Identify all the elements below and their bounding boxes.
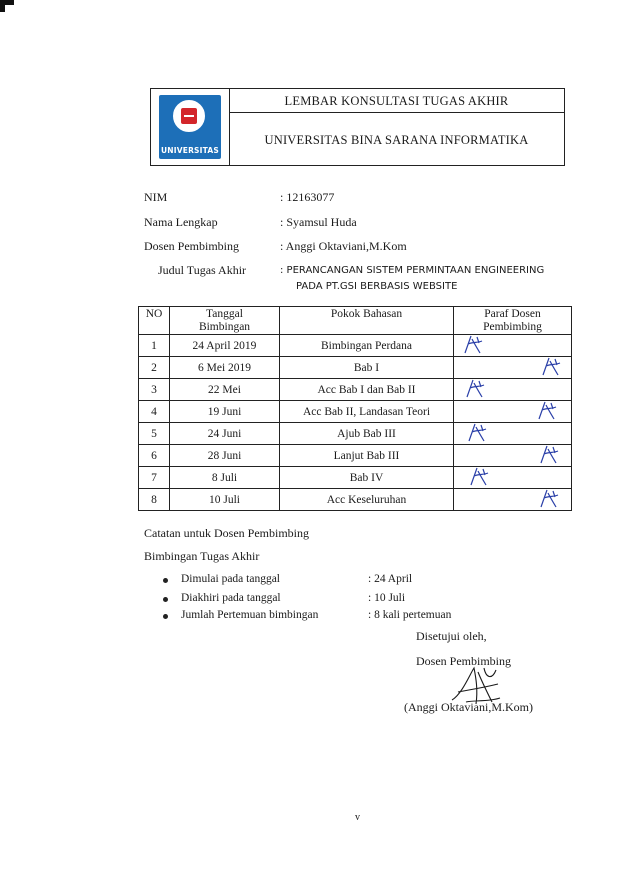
- logo-emblem-icon: [181, 108, 197, 124]
- cell-no: 6: [139, 445, 170, 467]
- catatan-text: Catatan untuk Dosen Pembimbing: [144, 526, 309, 540]
- nama-value: : Syamsul Huda: [280, 215, 357, 229]
- summary-value: : 8 kali pertemuan: [368, 609, 452, 621]
- cell-no: 2: [139, 357, 170, 379]
- judul-label: Judul Tugas Akhir: [158, 263, 247, 277]
- nim-value: : 12163077: [280, 190, 335, 204]
- header-paraf-line1: Paraf Dosen: [484, 308, 541, 320]
- scan-corner-mark: [0, 0, 5, 12]
- judul-value: [280, 263, 544, 295]
- header-pokok-text: Pokok Bahasan: [330, 308, 403, 320]
- judul-line-1: : PERANCANGAN SISTEM PERMINTAAN ENGINEERING: [280, 265, 545, 276]
- cell-tanggal: 28 Juni: [170, 445, 280, 467]
- cell-no: 5: [139, 423, 170, 445]
- bimbingan-heading: Bimbingan Tugas Akhir: [144, 549, 260, 563]
- cell-pokok: Ajub Bab III: [280, 423, 454, 445]
- cell-no: 1: [139, 335, 170, 357]
- cell-tanggal: 24 Juni: [170, 423, 280, 445]
- paraf-signature-icon: [464, 377, 486, 399]
- cell-paraf: [454, 401, 572, 423]
- paraf-signature-icon: [540, 355, 562, 377]
- cell-tanggal: 19 Juni: [170, 401, 280, 423]
- header-tanggal: [170, 307, 280, 335]
- document-title: LEMBAR KONSULTASI TUGAS AKHIR: [284, 94, 509, 108]
- bullet-icon: [163, 597, 168, 602]
- table-row: [139, 489, 572, 511]
- summary-label: Diakhiri pada tanggal: [181, 592, 281, 604]
- table-row: [139, 335, 572, 357]
- nama-label: Nama Lengkap: [144, 215, 218, 229]
- paraf-signature-icon: [468, 465, 490, 487]
- logo-ring-icon: [171, 98, 207, 134]
- bullet-icon: [163, 614, 168, 619]
- cell-paraf: [454, 379, 572, 401]
- header-box: [150, 88, 565, 166]
- supervisor-name: (Anggi Oktaviani,M.Kom): [404, 700, 533, 714]
- table-row: [139, 445, 572, 467]
- university-name: UNIVERSITAS BINA SARANA INFORMATIKA: [264, 133, 529, 147]
- summary-value: : 24 April: [368, 573, 413, 585]
- cell-pokok: Acc Bab I dan Bab II: [280, 379, 454, 401]
- table-row: [139, 401, 572, 423]
- header-pokok: [280, 307, 454, 335]
- cell-tanggal: 6 Mei 2019: [170, 357, 280, 379]
- consultation-table: [138, 306, 572, 511]
- paraf-signature-icon: [536, 399, 558, 421]
- cell-tanggal: 24 April 2019: [170, 335, 280, 357]
- cell-pokok: Acc Keseluruhan: [280, 489, 454, 511]
- cell-paraf: [454, 357, 572, 379]
- table-row: [139, 357, 572, 379]
- cell-pokok: Bimbingan Perdana: [280, 335, 454, 357]
- cell-no: 7: [139, 467, 170, 489]
- nim-label: NIM: [144, 190, 168, 204]
- table-row: [139, 423, 572, 445]
- dosen-value: : Anggi Oktaviani,M.Kom: [280, 239, 407, 253]
- cell-paraf: [454, 423, 572, 445]
- approved-by-text: Disetujui oleh,: [416, 629, 487, 643]
- page-number: v: [355, 812, 360, 823]
- supervisor-title: Dosen Pembimbing: [416, 654, 511, 668]
- table-row: [139, 379, 572, 401]
- bullet-icon: [163, 578, 168, 583]
- logo-text: UNIVERSITAS: [161, 146, 219, 155]
- paraf-signature-icon: [466, 421, 488, 443]
- summary-label: Jumlah Pertemuan bimbingan: [181, 609, 319, 621]
- table-header-row: [139, 307, 572, 335]
- paraf-signature-icon: [462, 333, 484, 355]
- header-no-text: NO: [145, 308, 163, 320]
- cell-no: 8: [139, 489, 170, 511]
- dosen-label: Dosen Pembimbing: [144, 239, 239, 253]
- table-row: [139, 467, 572, 489]
- cell-paraf: [454, 489, 572, 511]
- cell-pokok: Acc Bab II, Landasan Teori: [280, 401, 454, 423]
- cell-no: 3: [139, 379, 170, 401]
- paraf-signature-icon: [538, 487, 560, 509]
- cell-pokok: Bab IV: [280, 467, 454, 489]
- header-tanggal-line1: Tanggal: [206, 308, 243, 320]
- header-paraf-line2: Pembimbing: [483, 321, 542, 333]
- cell-tanggal: 22 Mei: [170, 379, 280, 401]
- cell-paraf: [454, 335, 572, 357]
- cell-tanggal: 10 Juli: [170, 489, 280, 511]
- summary-label: Dimulai pada tanggal: [181, 573, 280, 585]
- cell-paraf: [454, 467, 572, 489]
- cell-paraf: [454, 445, 572, 467]
- university-logo: [159, 95, 221, 159]
- summary-value: : 10 Juli: [368, 592, 406, 604]
- cell-tanggal: 8 Juli: [170, 467, 280, 489]
- header-paraf: [454, 307, 572, 335]
- judul-line-2: PADA PT.GSI BERBASIS WEBSITE: [296, 281, 458, 292]
- paraf-signature-icon: [538, 443, 560, 465]
- header-no: [139, 307, 170, 335]
- cell-pokok: Lanjut Bab III: [280, 445, 454, 467]
- header-tanggal-line2: Bimbingan: [198, 321, 251, 333]
- logo-cell: [151, 89, 230, 165]
- cell-no: 4: [139, 401, 170, 423]
- cell-pokok: Bab I: [280, 357, 454, 379]
